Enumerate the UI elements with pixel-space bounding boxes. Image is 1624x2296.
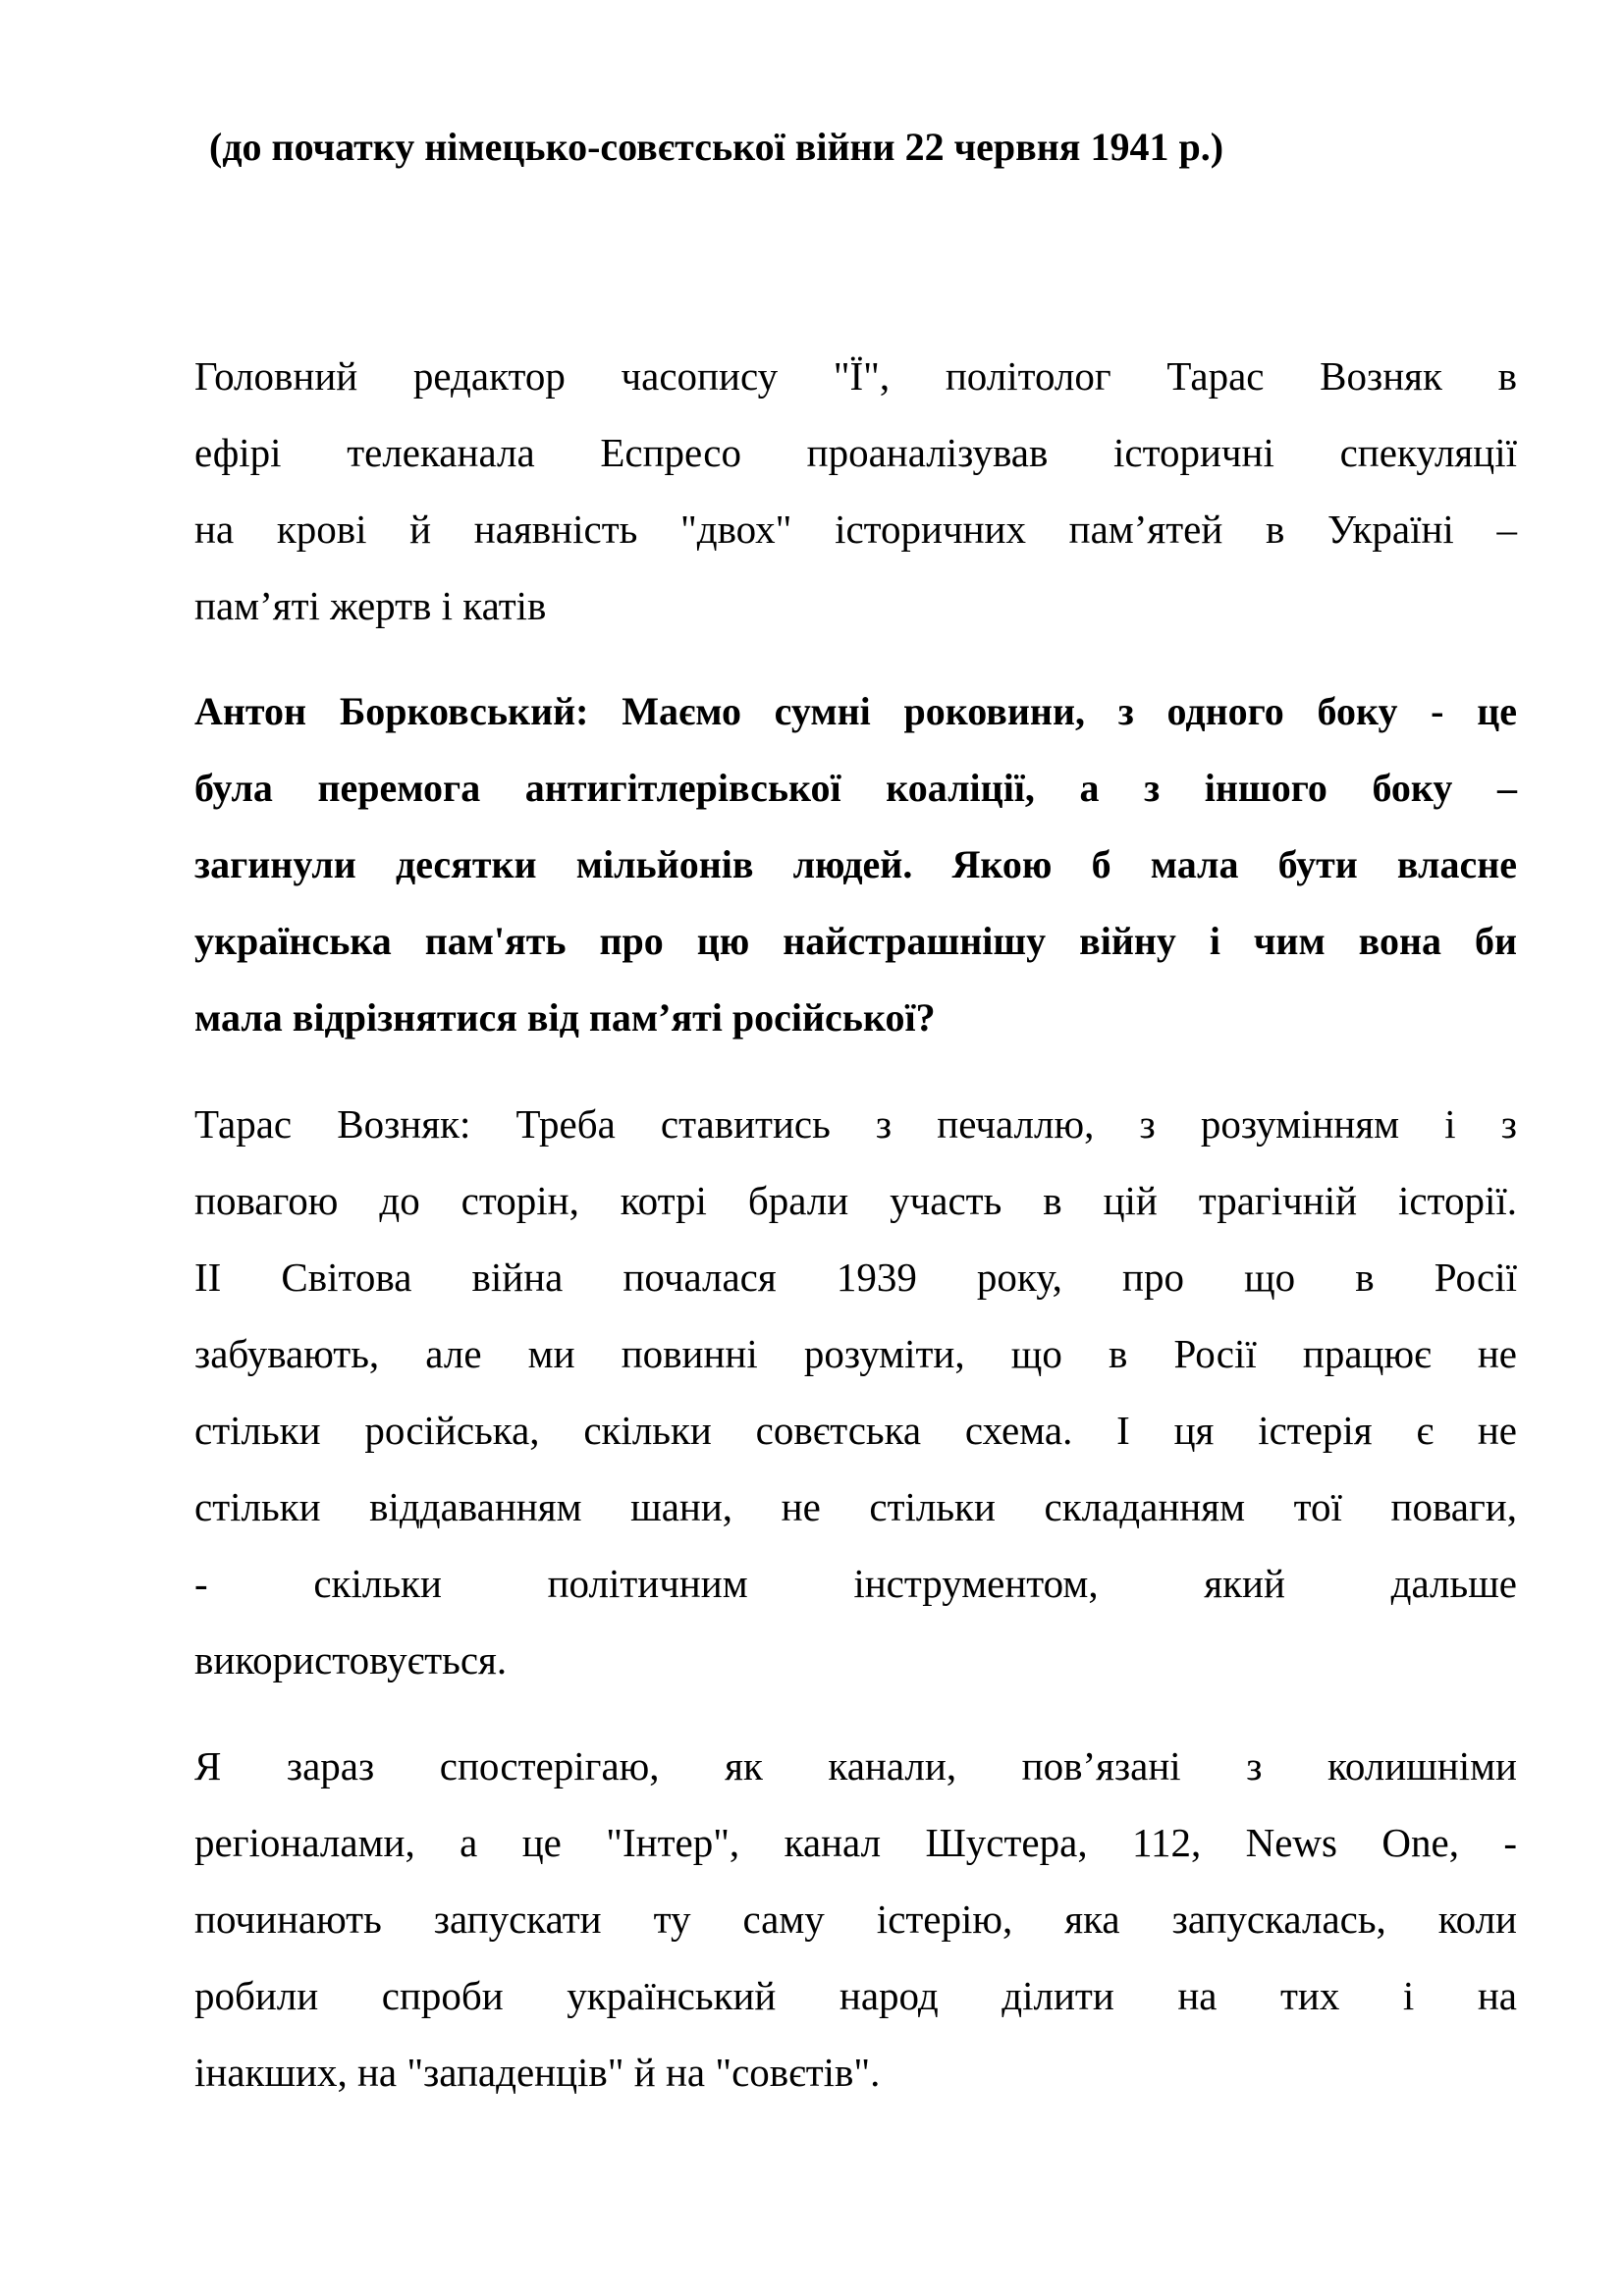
text-line: стільки віддаванням шани, не стільки складанням тої поваги, (194, 1484, 1517, 1529)
document-subtitle: (до початку німецько-совєтської війни 22 червня 1941 р.) (209, 125, 1224, 169)
text-line: Я зараз спостерігаю, як канали, пов’язані з колишніми (194, 1743, 1517, 1789)
text-line: ефірі телеканала Еспресо проаналізував історичні спекуляції (194, 430, 1517, 475)
text-line: ІІ Світова війна почалася 1939 року, про що в Росії (194, 1255, 1517, 1300)
text-line: на крові й наявність "двох" історичних пам’ятей в Україні – (194, 507, 1517, 552)
text-line: повагою до сторін, котрі брали участь в цій трагічній історії. (194, 1178, 1517, 1223)
text-line: інакших, на "западенців" й на "совєтів". (194, 2050, 881, 2095)
paragraph-intro (194, 338, 1517, 644)
text-line: забувають, але ми повинні розуміти, що в Росії працює не (194, 1331, 1517, 1376)
paragraph-channels (194, 1728, 1517, 2110)
text-line: Антон Борковський: Маємо сумні роковини, з одного боку - це (194, 689, 1517, 733)
text-line: - скільки політичним інструментом, який дальше (194, 1561, 1517, 1606)
text-line: пам’яті жертв і катів (194, 583, 547, 628)
text-line: стільки російська, скільки совєтська схема. І ця істерія є не (194, 1408, 1517, 1453)
text-line: робили спроби український народ ділити на тих і на (194, 1973, 1517, 2018)
text-line: мала відрізнятися від пам’яті російської? (194, 995, 936, 1040)
text-line: українська пам'ять про цю найстрашнішу війну і чим вона би (194, 919, 1517, 963)
text-line: загинули десятки мільйонів людей. Якою б мала бути власне (194, 842, 1517, 886)
text-line: була перемога антигітлерівської коаліції, а з іншого боку – (194, 766, 1517, 810)
text-line: Головний редактор часопису "Ї", політолог Тарас Возняк в (194, 353, 1517, 399)
text-line: Тарас Возняк: Треба ставитись з печаллю, з розумінням і з (194, 1101, 1517, 1147)
text-line: починають запускати ту саму істерію, яка запускалась, коли (194, 1896, 1517, 1942)
paragraph-answer (194, 1086, 1517, 1698)
text-line: регіоналами, а це "Інтер", канал Шустера, 112, News One, - (194, 1820, 1517, 1865)
paragraph-question (194, 673, 1517, 1056)
text-line: використовується. (194, 1637, 508, 1682)
